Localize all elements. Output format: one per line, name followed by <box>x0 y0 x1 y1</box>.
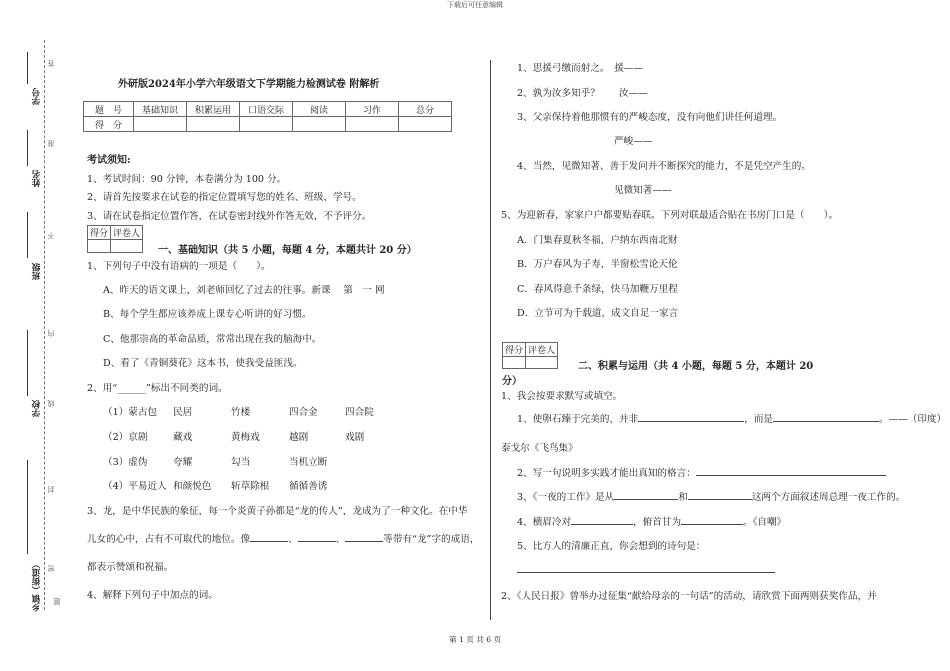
question-1: 1、下列句子中没有语病的一项是（ ）。 <box>87 261 271 272</box>
fill-text: 这两个方面叙述周总理一夜工作的。 <box>751 492 906 503</box>
word-item: 戏剧 <box>345 432 365 443</box>
fill-text: 。《自嘲》 <box>743 517 787 528</box>
question-3-line2 <box>87 531 479 545</box>
scorer-label: 评卷人 <box>526 343 558 357</box>
fill-blank[interactable] <box>773 412 879 422</box>
fill-text: 4、横眉冷对 <box>517 517 572 528</box>
word-item: 越剧 <box>289 432 309 443</box>
notice-item: 3、请在试卷指定位置作答，在试卷密封线外作答无效，不予评分。 <box>87 211 372 222</box>
binding-mark: 不 <box>47 232 55 239</box>
word-item: 当机立断 <box>289 457 328 468</box>
binding-mark: 准 <box>47 140 55 147</box>
score-table-header: 积累运用 <box>187 102 240 117</box>
fill-text: ，俯首甘为 <box>633 517 682 528</box>
explain-item-4: 4、当然，见微知著、善于发问并不断探究的能力，不是凭空产生的。 <box>517 161 811 172</box>
question-3-text: 等带有“龙”字的成语， <box>383 534 480 545</box>
scorer-label: 得分 <box>88 226 111 240</box>
explain-answer-4: 见微知著—— <box>614 185 672 196</box>
fill-blank[interactable] <box>688 490 752 500</box>
word-item: 夸耀 <box>173 457 193 468</box>
score-cell[interactable] <box>134 117 187 132</box>
fill-text: ，而是 <box>744 414 774 425</box>
explain-item-1: 1、思援弓缴而射之。 援—— <box>517 63 644 74</box>
separator: 、 <box>335 534 346 545</box>
exam-title: 外研版2024年小学六年级语文下学期能力检测试卷 附解析 <box>118 79 380 90</box>
fill-line-4 <box>517 514 786 528</box>
explain-item-2: 2、孰为汝多知乎？ 汝—— <box>517 88 648 99</box>
couplet-option-c: C．春风得意千条绿，快马加鞭万里程 <box>517 284 678 295</box>
explain-item-3: 3、父亲保持着他那惯有的严峻态度，没有向他们讲任何道理。 <box>517 112 783 123</box>
notice-heading: 考试须知: <box>87 155 131 166</box>
notice-item: 2、请首先按要求在试卷的指定位置填写您的姓名、班级、学号。 <box>87 192 362 203</box>
fill-line-3 <box>517 489 905 503</box>
score-table-header: 阅读 <box>293 102 346 117</box>
option-d: D、看了《青铜葵花》这本书，使我受益匪浅。 <box>103 358 303 369</box>
fill-text: 2、写一句说明多实践才能出真知的格言： <box>517 468 696 479</box>
score-table-header: 口语交际 <box>240 102 293 117</box>
word-item: 和颜悦色 <box>173 481 212 492</box>
option-a: A、昨天的语文课上，刘老师回忆了过去的往事。新课 第 一 网 <box>103 285 385 296</box>
score-table-header: 题 号 <box>84 102 134 117</box>
binding-mark: 内 <box>47 330 55 337</box>
binding-fill-line <box>27 330 28 396</box>
scorer-label: 得分 <box>503 343 526 357</box>
word-item: （3）虚伪 <box>103 457 148 468</box>
scorer-box-1 <box>87 225 143 253</box>
binding-mark: 密 <box>47 565 55 572</box>
score-table-header: 习作 <box>346 102 399 117</box>
fill-blank[interactable] <box>571 515 633 525</box>
option-c: C、他那崇高的革命品质，常常出现在我的脑海中。 <box>103 334 322 345</box>
explain-answer-3: 严峻—— <box>614 136 653 147</box>
idiom-blank-3[interactable] <box>345 532 383 542</box>
score-cell[interactable] <box>399 117 452 132</box>
notice-item: 1、考试时间：90 分钟，本卷满分为 100 分。 <box>87 174 287 185</box>
idiom-blank-2[interactable] <box>298 532 336 542</box>
question-2: 2、用“______”标出不同类的词。 <box>87 383 228 394</box>
section2-question-2: 2、《人民日报》曾举办过征集“献给母亲的一句话”的活动，请欣赏下面两则获奖作品，并 <box>501 591 877 602</box>
binding-mark: 线 <box>47 400 55 407</box>
download-note: 下载后可任意编辑 <box>447 1 503 9</box>
score-table-header: 总分 <box>399 102 452 117</box>
section2-title-cont: 分） <box>502 376 522 387</box>
answer-line[interactable] <box>517 572 775 573</box>
binding-fill-line <box>27 212 28 258</box>
word-item: （2）京剧 <box>103 432 148 443</box>
scorer-cell[interactable] <box>111 240 143 253</box>
word-item: 斩草除根 <box>231 481 270 492</box>
binding-mark: 封 <box>47 486 55 493</box>
column-divider <box>490 60 491 620</box>
binding-label-township: 乡镇（街道） <box>32 560 42 612</box>
source-tagore: 泰戈尔《飞鸟集》 <box>501 443 578 454</box>
section1-title: 一、基础知识（共 5 小题，每题 4 分，本题共计 20 分） <box>158 245 417 256</box>
scorer-cell[interactable] <box>526 357 558 369</box>
binding-label-student-id: 学号 <box>32 88 42 106</box>
question-4: 4、解释下列句子中加点的词。 <box>87 590 218 601</box>
binding-fill-line <box>27 52 28 84</box>
page-footer: 第 1 页 共 6 页 <box>448 635 502 644</box>
scorer-label: 评卷人 <box>111 226 143 240</box>
question-3-text: 儿女的心中，占有不可取代的地位。像 <box>87 534 251 545</box>
fill-line-1 <box>517 411 946 425</box>
score-cell[interactable] <box>240 117 293 132</box>
score-cell[interactable] <box>346 117 399 132</box>
score-cell[interactable] <box>187 117 240 132</box>
question-5: 5、为迎新春，家家户户都要贴春联。下列对联最适合贴在书房门口是（ ）。 <box>501 210 839 221</box>
binding-mark: 答 <box>47 60 55 67</box>
fill-text: 3、《一夜的工作》是从 <box>517 492 615 503</box>
section2-question-1: 1、我会按要求默写或填空。 <box>501 391 623 402</box>
binding-fill-line <box>27 460 28 554</box>
fill-blank[interactable] <box>696 466 886 476</box>
score-table-row-label: 得 分 <box>84 117 134 132</box>
question-3-line3: 都表示赞颂和祝福。 <box>87 562 174 573</box>
option-b: B、每个学生都应该养成上课专心听讲的好习惯。 <box>103 309 312 320</box>
scorer-cell[interactable] <box>88 240 111 253</box>
fill-text: 1、使卵石臻于完美的，并非 <box>517 414 639 425</box>
score-table-header: 基础知识 <box>134 102 187 117</box>
word-item: 勾当 <box>231 457 251 468</box>
fill-text: 和 <box>678 492 688 503</box>
word-item: 竹楼 <box>231 407 251 418</box>
binding-label-school: 学校 <box>32 400 42 418</box>
couplet-option-d: D．立节可为千载道，成文自足一家言 <box>517 308 679 319</box>
fill-blank[interactable] <box>638 412 744 422</box>
word-item: 四合金 <box>289 407 318 418</box>
word-item: 循循善诱 <box>289 481 328 492</box>
word-item: 四合院 <box>345 407 374 418</box>
score-cell[interactable] <box>293 117 346 132</box>
binding-fill-line <box>27 130 28 166</box>
couplet-option-a: A．门集春夏秋冬福，户纳东西南北财 <box>517 235 678 246</box>
binding-mark: 题 <box>53 598 61 605</box>
question-3-line1: 3、龙，是中华民族的象征，每一个炎黄子孙都是“龙的传人”，龙成为了一种文化。在中华 <box>87 506 468 517</box>
scorer-box-2 <box>502 342 558 369</box>
fill-text: 。——（印度） <box>879 414 947 425</box>
couplet-option-b: B．万户春风为子寿，半窗松雪论天伦 <box>517 259 678 270</box>
idiom-blank-1[interactable] <box>250 532 288 542</box>
word-item: 黄梅戏 <box>231 432 260 443</box>
word-item: 民居 <box>173 407 193 418</box>
binding-label-name: 姓名 <box>32 170 42 188</box>
word-item: （4）平易近人 <box>103 481 167 492</box>
word-item: 藏戏 <box>173 432 193 443</box>
word-item: （1）蒙古包 <box>103 407 158 418</box>
fill-blank[interactable] <box>614 490 678 500</box>
binding-label-class: 班级 <box>32 263 42 281</box>
scorer-cell[interactable] <box>503 357 526 369</box>
section2-title: 二、积累与运用（共 4 小题，每题 5 分，本题计 20 <box>578 361 814 372</box>
fill-line-2 <box>517 465 886 479</box>
binding-dashed-line <box>44 40 45 610</box>
fill-blank[interactable] <box>681 515 743 525</box>
separator: 、 <box>288 534 298 545</box>
score-table <box>83 101 452 132</box>
fill-line-5: 5、比方人的清廉正直，你会想到的诗句是： <box>517 541 706 552</box>
